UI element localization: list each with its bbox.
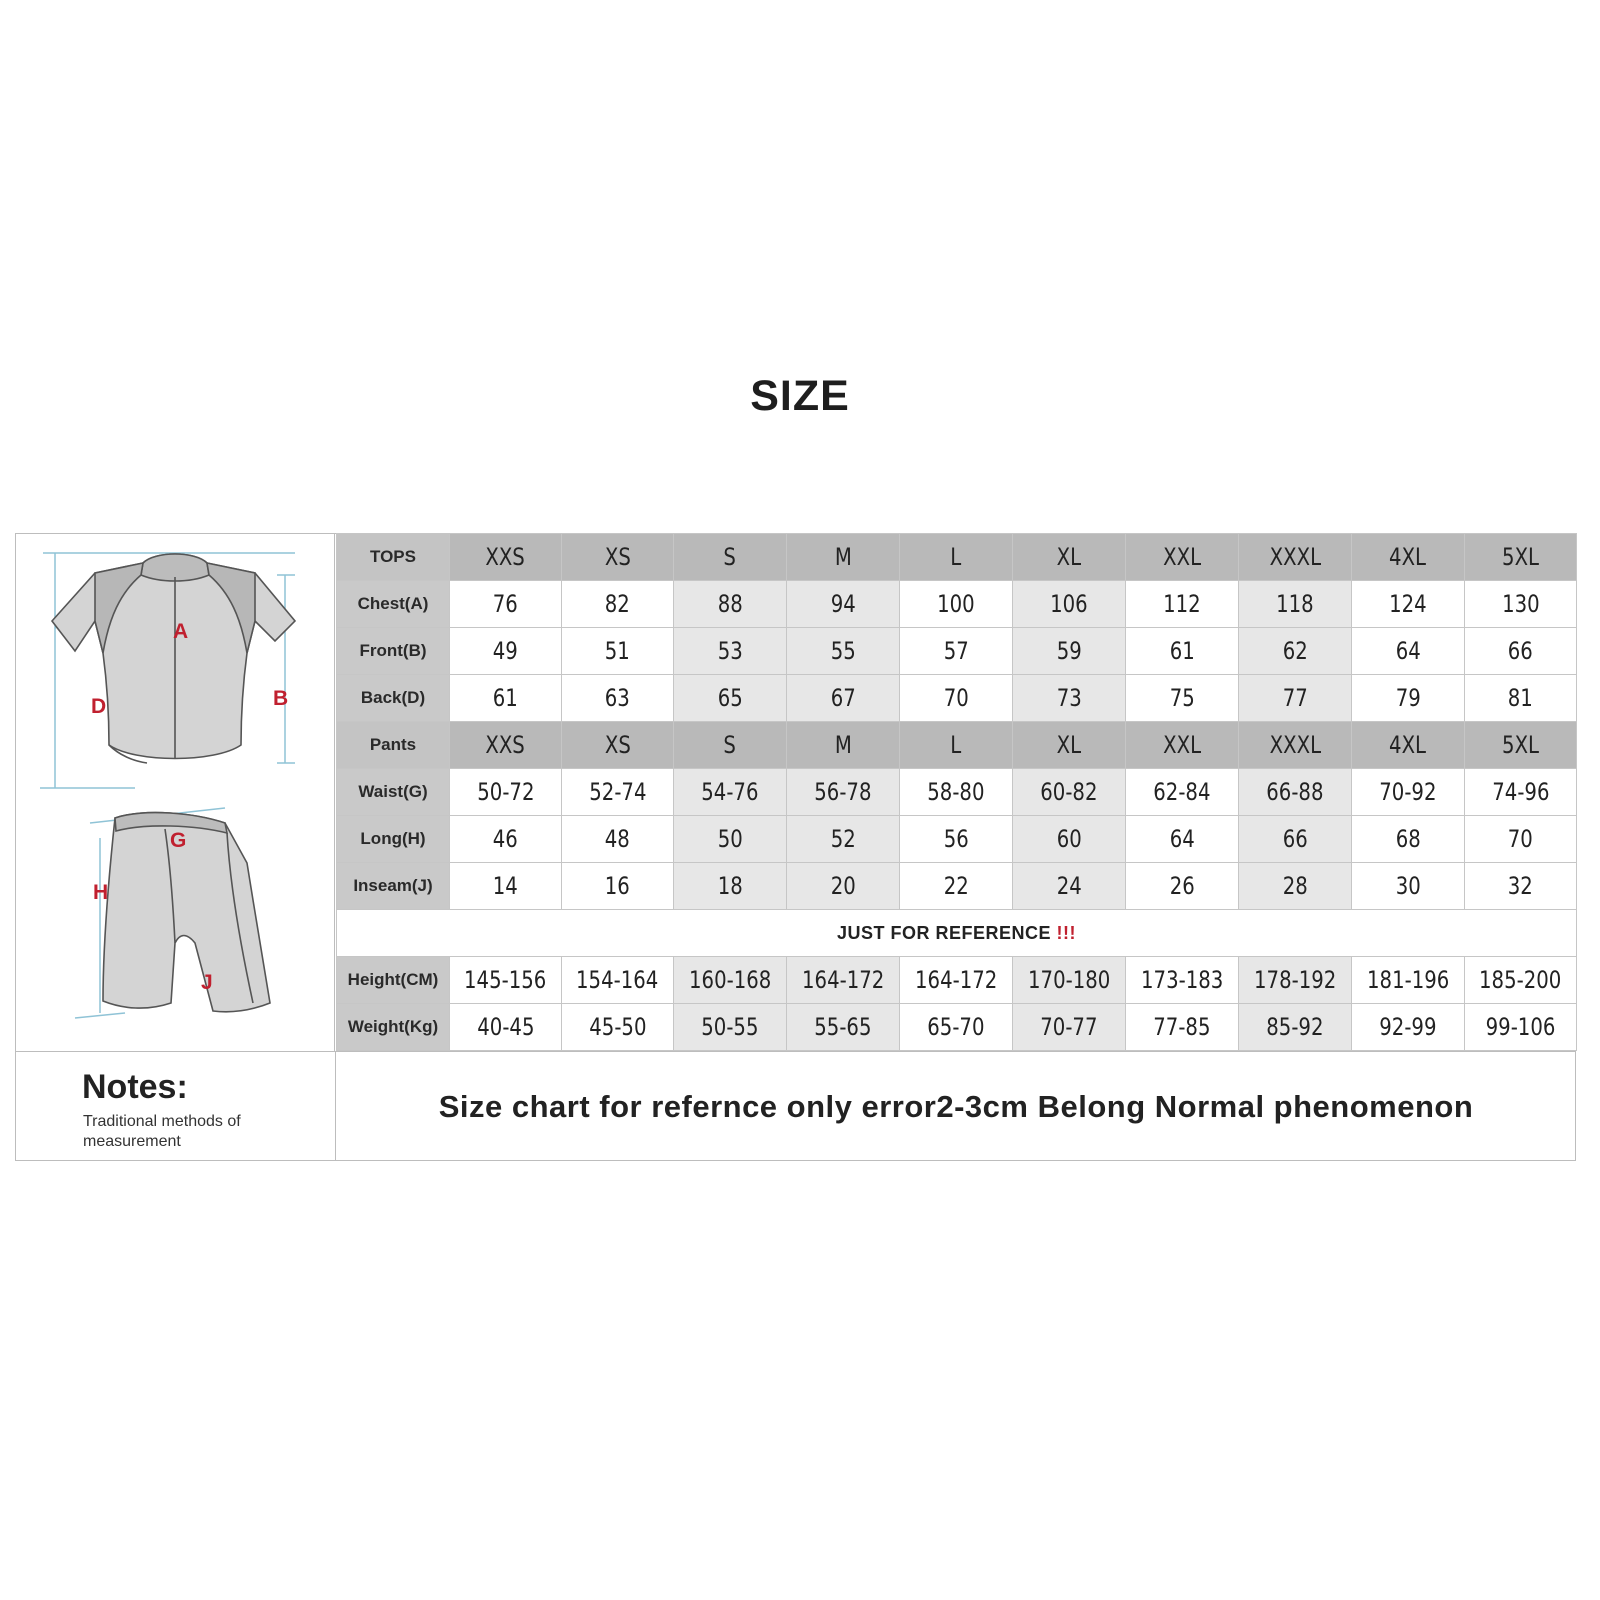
table-cell xyxy=(1239,769,1352,816)
cell-value: 81 xyxy=(1507,684,1534,712)
table-cell xyxy=(787,769,900,816)
size-header-cell xyxy=(1126,534,1239,581)
cell-value: L xyxy=(950,731,962,759)
table-cell xyxy=(562,1004,674,1051)
cell-value: 106 xyxy=(1050,590,1088,618)
table-cell xyxy=(450,957,562,1004)
row-label: Back(D) xyxy=(337,675,450,722)
table-cell xyxy=(562,675,674,722)
cell-value: 70-77 xyxy=(1040,1013,1098,1041)
table-cell xyxy=(562,581,674,628)
cell-value: 60-82 xyxy=(1040,778,1098,806)
table-cell xyxy=(1352,769,1465,816)
table-cell xyxy=(900,769,1013,816)
cell-value: 53 xyxy=(717,637,743,665)
cell-value: M xyxy=(834,731,852,759)
cell-value: XL xyxy=(1056,543,1082,571)
table-cell xyxy=(1239,863,1352,910)
row-label: Waist(G) xyxy=(337,769,450,816)
cell-value: 64 xyxy=(1395,637,1421,665)
cell-value: 82 xyxy=(604,590,631,618)
cell-value: 62 xyxy=(1282,637,1308,665)
garment-illustration xyxy=(15,533,335,1051)
cell-value: XXXL xyxy=(1269,731,1321,759)
section-label: Pants xyxy=(337,722,450,769)
table-cell xyxy=(450,628,562,675)
cell-value: 55 xyxy=(830,637,856,665)
jersey-shape xyxy=(52,554,295,763)
cell-value: XXS xyxy=(485,543,526,571)
cell-value: 130 xyxy=(1501,590,1540,618)
table-cell xyxy=(1013,581,1126,628)
cell-value: 61 xyxy=(492,684,519,712)
reference-exclamation: !!! xyxy=(1056,922,1077,943)
table-cell xyxy=(450,863,562,910)
size-header-cell xyxy=(1013,722,1126,769)
table-cell xyxy=(1239,816,1352,863)
table-cell xyxy=(1126,675,1239,722)
cell-value: XXL xyxy=(1163,543,1201,571)
table-row xyxy=(337,957,1577,1004)
table-cell xyxy=(674,581,787,628)
cell-value: 67 xyxy=(830,684,856,712)
cell-value: 76 xyxy=(492,590,519,618)
cell-value: 145-156 xyxy=(464,966,547,994)
cell-value: 51 xyxy=(604,637,631,665)
table-cell xyxy=(1126,863,1239,910)
size-header-cell xyxy=(1239,722,1352,769)
cell-value: 52-74 xyxy=(588,778,647,806)
table-cell xyxy=(674,675,787,722)
notes-subtitle: Traditional methods of measurement xyxy=(83,1113,241,1150)
table-cell xyxy=(1126,1004,1239,1051)
table-cell xyxy=(1239,957,1352,1004)
table-cell xyxy=(1465,769,1577,816)
cell-value: 79 xyxy=(1395,684,1421,712)
table-cell xyxy=(562,628,674,675)
table-row xyxy=(337,769,1577,816)
table-cell xyxy=(1465,628,1577,675)
cell-value: 178-192 xyxy=(1253,966,1337,994)
cell-value: 20 xyxy=(830,872,856,900)
cell-value: 164-172 xyxy=(801,966,885,994)
table-cell xyxy=(1126,816,1239,863)
table-cell xyxy=(1465,816,1577,863)
cell-value: 54-76 xyxy=(701,778,759,806)
row-label: Long(H) xyxy=(337,816,450,863)
cell-value: 5XL xyxy=(1502,543,1539,571)
pants-header-row xyxy=(337,722,1577,769)
table-cell xyxy=(562,863,674,910)
size-header-cell xyxy=(1352,534,1465,581)
table-cell xyxy=(1465,863,1577,910)
cell-value: 14 xyxy=(492,872,519,900)
cell-value: 63 xyxy=(604,684,631,712)
table-cell xyxy=(674,957,787,1004)
table-cell xyxy=(900,628,1013,675)
cell-value: 75 xyxy=(1169,684,1195,712)
table-row xyxy=(337,816,1577,863)
cell-value: 56 xyxy=(943,825,969,853)
cell-value: 56-78 xyxy=(814,778,872,806)
table-row xyxy=(337,863,1577,910)
size-header-cell xyxy=(900,722,1013,769)
cell-value: 99-106 xyxy=(1485,1013,1556,1041)
tops-header-row xyxy=(337,534,1577,581)
row-label: Height(CM) xyxy=(337,957,450,1004)
cell-value: 5XL xyxy=(1502,731,1539,759)
table-row xyxy=(337,628,1577,675)
cell-value: 85-92 xyxy=(1266,1013,1324,1041)
table-cell xyxy=(900,675,1013,722)
cell-value: XS xyxy=(604,543,631,571)
cell-value: 77-85 xyxy=(1153,1013,1211,1041)
table-cell xyxy=(1465,957,1577,1004)
table-cell xyxy=(900,863,1013,910)
cell-value: 164-172 xyxy=(914,966,998,994)
table-cell xyxy=(1013,769,1126,816)
table-cell xyxy=(1239,675,1352,722)
table-cell xyxy=(1126,581,1239,628)
size-header-cell xyxy=(1465,722,1577,769)
section-label: TOPS xyxy=(337,534,450,581)
table-cell xyxy=(787,816,900,863)
table-cell xyxy=(450,1004,562,1051)
table-cell xyxy=(787,675,900,722)
cell-value: 62-84 xyxy=(1153,778,1211,806)
size-disclaimer: Size chart for refernce only error2-3cm Belong Normal phenomenon xyxy=(336,1051,1576,1161)
table-cell xyxy=(900,1004,1013,1051)
table-cell xyxy=(1013,816,1126,863)
cell-value: S xyxy=(723,543,737,571)
cell-value: 57 xyxy=(943,637,969,665)
cell-value: 124 xyxy=(1389,590,1427,618)
table-cell xyxy=(674,863,787,910)
row-label: Chest(A) xyxy=(337,581,450,628)
cell-value: 59 xyxy=(1056,637,1082,665)
cell-value: 94 xyxy=(830,590,856,618)
table-cell xyxy=(1352,816,1465,863)
shorts-shape xyxy=(103,813,270,1012)
table-cell xyxy=(1465,581,1577,628)
diagram-label-j: J xyxy=(201,971,213,994)
size-header-cell xyxy=(1352,722,1465,769)
cell-value: 70 xyxy=(1507,825,1534,853)
diagram-label-a: A xyxy=(173,620,189,643)
cell-value: 154-164 xyxy=(576,966,659,994)
table-cell xyxy=(1013,675,1126,722)
table-cell xyxy=(1239,628,1352,675)
table-cell xyxy=(1126,957,1239,1004)
cell-value: 58-80 xyxy=(927,778,985,806)
cell-value: 40-45 xyxy=(476,1013,535,1041)
cell-value: 160-168 xyxy=(688,966,772,994)
cell-value: 46 xyxy=(492,825,519,853)
row-label: Front(B) xyxy=(337,628,450,675)
cell-value: 170-180 xyxy=(1027,966,1111,994)
cell-value: 112 xyxy=(1163,590,1201,618)
table-cell xyxy=(1352,675,1465,722)
cell-value: 18 xyxy=(717,872,743,900)
cell-value: 64 xyxy=(1169,825,1195,853)
cell-value: 68 xyxy=(1395,825,1421,853)
notes-panel xyxy=(15,1051,336,1161)
table-cell xyxy=(674,1004,787,1051)
cell-value: 66 xyxy=(1282,825,1308,853)
table-cell xyxy=(1126,628,1239,675)
cell-value: 65 xyxy=(717,684,743,712)
table-cell xyxy=(787,581,900,628)
cell-value: 4XL xyxy=(1389,543,1427,571)
size-header-cell xyxy=(1013,534,1126,581)
table-cell xyxy=(1352,628,1465,675)
table-cell xyxy=(674,628,787,675)
cell-value: XS xyxy=(604,731,631,759)
row-label: Inseam(J) xyxy=(337,863,450,910)
table-cell xyxy=(1465,1004,1577,1051)
cell-value: 50-55 xyxy=(701,1013,759,1041)
cell-value: 28 xyxy=(1282,872,1308,900)
size-header-cell xyxy=(787,722,900,769)
reference-row xyxy=(337,910,1577,957)
table-cell xyxy=(900,816,1013,863)
cell-value: XL xyxy=(1056,731,1082,759)
table-cell xyxy=(1352,581,1465,628)
cell-value: 60 xyxy=(1056,825,1082,853)
cell-value: 70-92 xyxy=(1379,778,1437,806)
size-header-cell xyxy=(1126,722,1239,769)
diagram-label-d: D xyxy=(91,695,107,718)
size-header-cell xyxy=(562,722,674,769)
reference-note xyxy=(337,910,1577,957)
size-header-cell xyxy=(787,534,900,581)
size-header-cell xyxy=(674,534,787,581)
notes-title: Notes: xyxy=(82,1068,188,1106)
table-cell xyxy=(1013,863,1126,910)
table-cell xyxy=(1013,628,1126,675)
table-cell xyxy=(562,957,674,1004)
cell-value: 45-50 xyxy=(588,1013,647,1041)
cell-value: XXXL xyxy=(1269,543,1321,571)
cell-value: 24 xyxy=(1056,872,1082,900)
table-cell xyxy=(787,863,900,910)
cell-value: 88 xyxy=(717,590,743,618)
cell-value: 26 xyxy=(1169,872,1195,900)
table-cell xyxy=(1465,675,1577,722)
cell-value: XXS xyxy=(485,731,526,759)
table-cell xyxy=(1352,1004,1465,1051)
row-label: Weight(Kg) xyxy=(337,1004,450,1051)
cell-value: 52 xyxy=(830,825,856,853)
table-cell xyxy=(900,957,1013,1004)
diagram-label-h: H xyxy=(93,881,109,904)
table-cell xyxy=(900,581,1013,628)
table-cell xyxy=(787,1004,900,1051)
cell-value: 92-99 xyxy=(1379,1013,1437,1041)
table-cell xyxy=(1239,581,1352,628)
table-cell xyxy=(787,628,900,675)
table-cell xyxy=(562,769,674,816)
size-header-cell xyxy=(562,534,674,581)
table-cell xyxy=(1013,1004,1126,1051)
table-cell xyxy=(674,816,787,863)
table-cell xyxy=(1352,863,1465,910)
table-cell xyxy=(787,957,900,1004)
cell-value: 22 xyxy=(943,872,969,900)
cell-value: 32 xyxy=(1507,872,1534,900)
cell-value: 49 xyxy=(492,637,519,665)
table-cell xyxy=(1239,1004,1352,1051)
size-table xyxy=(336,533,1577,1051)
table-cell xyxy=(450,675,562,722)
cell-value: 118 xyxy=(1276,590,1314,618)
cell-value: 74-96 xyxy=(1491,778,1550,806)
table-cell xyxy=(1013,957,1126,1004)
size-header-cell xyxy=(1239,534,1352,581)
cell-value: 181-196 xyxy=(1366,966,1450,994)
diagram-label-b: B xyxy=(273,687,289,710)
cell-value: XXL xyxy=(1163,731,1201,759)
table-row xyxy=(337,581,1577,628)
cell-value: 100 xyxy=(937,590,975,618)
size-header-cell xyxy=(1465,534,1577,581)
page-title: SIZE xyxy=(750,372,850,420)
table-row xyxy=(337,675,1577,722)
cell-value: 185-200 xyxy=(1479,966,1562,994)
cell-value: 50 xyxy=(717,825,743,853)
table-cell xyxy=(1126,769,1239,816)
cell-value: 73 xyxy=(1056,684,1082,712)
table-row xyxy=(337,1004,1577,1051)
table-cell xyxy=(674,769,787,816)
diagram-label-g: G xyxy=(170,829,187,852)
cell-value: 61 xyxy=(1169,637,1195,665)
cell-value: 4XL xyxy=(1389,731,1427,759)
cell-value: M xyxy=(834,543,852,571)
cell-value: S xyxy=(723,731,737,759)
measurement-diagram xyxy=(15,533,335,1051)
table-cell xyxy=(562,816,674,863)
table-cell xyxy=(450,769,562,816)
cell-value: 77 xyxy=(1282,684,1308,712)
size-header-cell xyxy=(674,722,787,769)
cell-value: 30 xyxy=(1395,872,1421,900)
size-header-cell xyxy=(450,534,562,581)
cell-value: 66 xyxy=(1507,637,1534,665)
size-header-cell xyxy=(450,722,562,769)
cell-value: L xyxy=(950,543,962,571)
cell-value: 173-183 xyxy=(1140,966,1224,994)
cell-value: 65-70 xyxy=(927,1013,985,1041)
cell-value: 16 xyxy=(604,872,631,900)
size-header-cell xyxy=(900,534,1013,581)
reference-text: JUST FOR REFERENCE xyxy=(836,922,1052,943)
cell-value: 50-72 xyxy=(476,778,535,806)
table-cell xyxy=(450,816,562,863)
cell-value: 48 xyxy=(604,825,631,853)
table-cell xyxy=(1352,957,1465,1004)
cell-value: 55-65 xyxy=(814,1013,872,1041)
cell-value: 66-88 xyxy=(1266,778,1324,806)
table-cell xyxy=(450,581,562,628)
cell-value: 70 xyxy=(943,684,969,712)
